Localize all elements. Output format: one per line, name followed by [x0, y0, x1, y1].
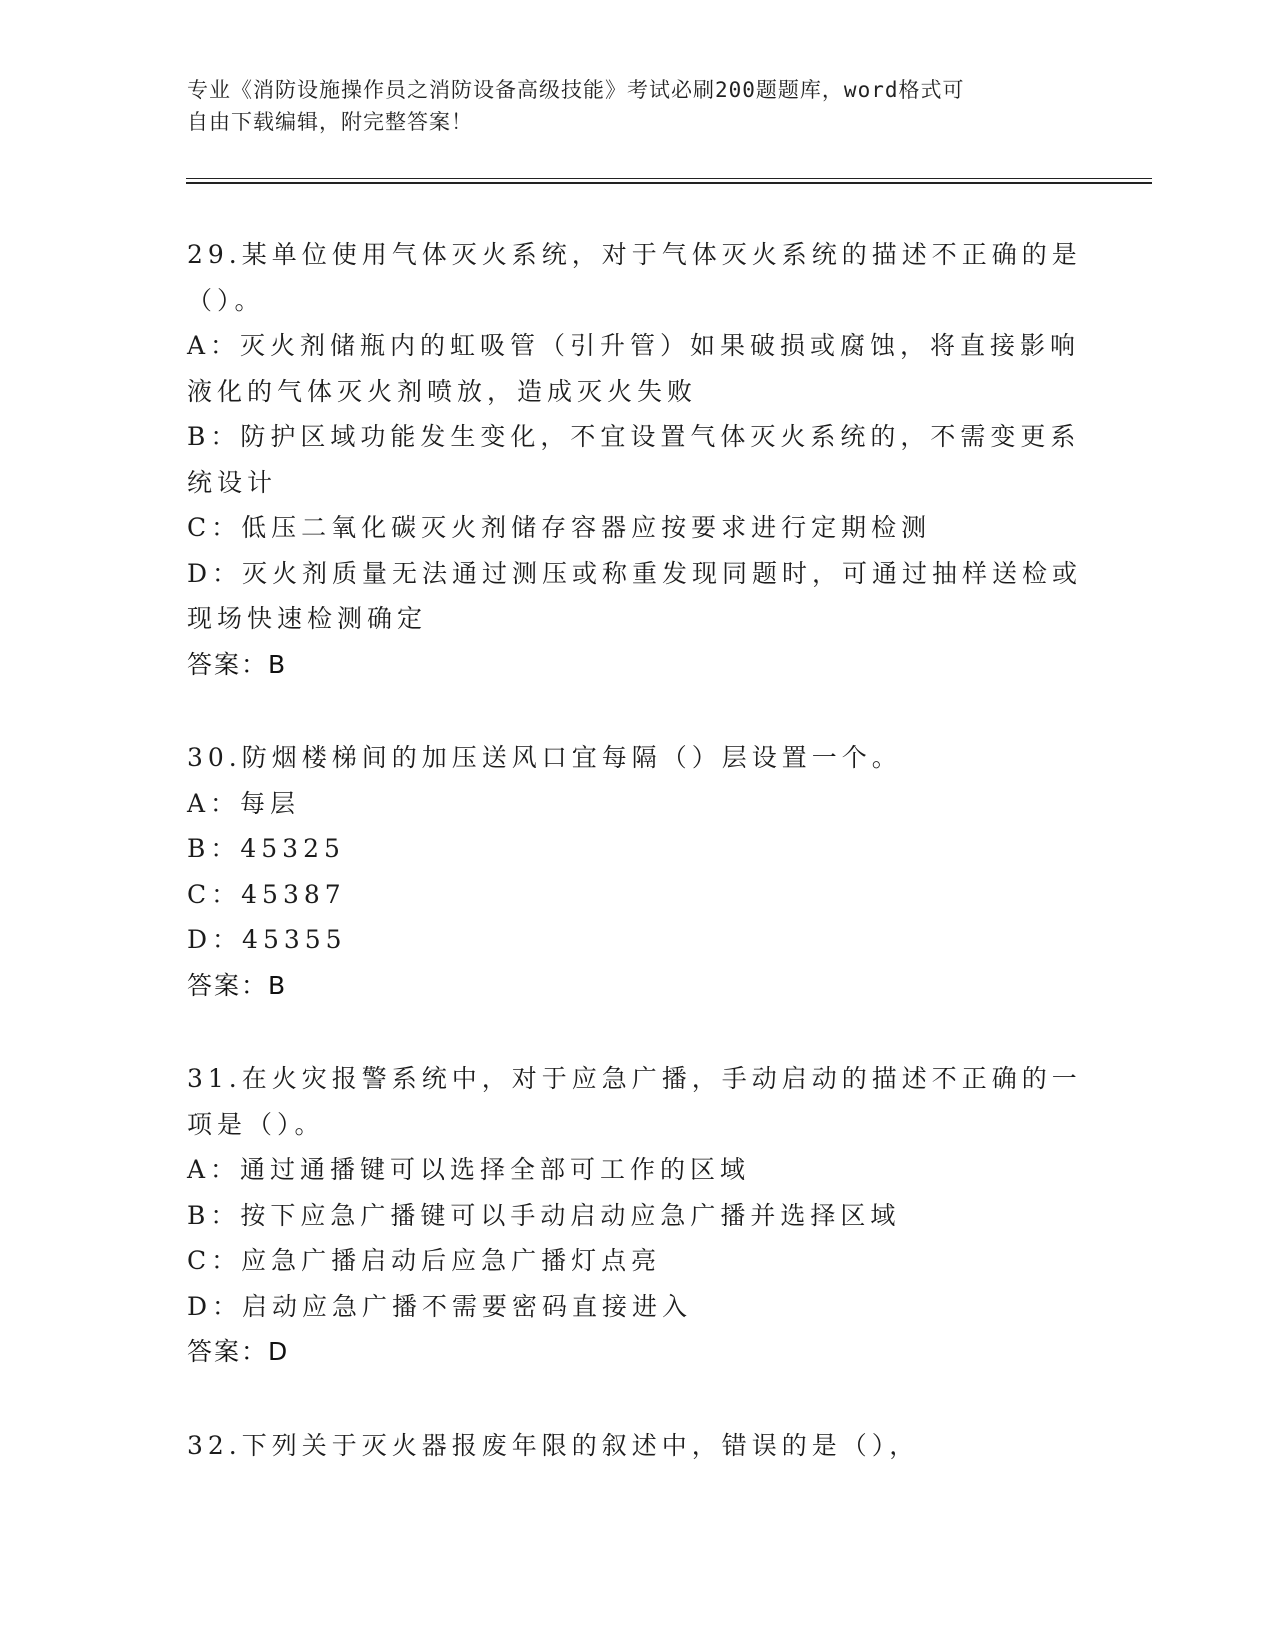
- option-d: D：灭火剂质量无法通过测压或称重发现同题时，可通过抽样送检或现场快速检测确定: [187, 558, 1083, 633]
- option-d: D：45355: [187, 925, 347, 954]
- question-32: [187, 1423, 1087, 1469]
- option-a: A：灭火剂储瓶内的虹吸管（引升管）如果破损或腐蚀，将直接影响液化的气体灭火剂喷放，造成灭火失败: [187, 331, 1081, 406]
- document-header: [187, 74, 1067, 138]
- header-line-2: 自由下载编辑，附完整答案！: [187, 110, 473, 134]
- header-rule-thin: [186, 178, 1152, 179]
- answer-label: 答案：D: [187, 1337, 290, 1366]
- question-stem: 30.防烟楼梯间的加压送风口宜每隔（）层设置一个。: [187, 743, 902, 772]
- answer-label: 答案：B: [187, 649, 288, 679]
- header-rule-thick: [186, 182, 1152, 184]
- option-c: C：低压二氧化碳灭火剂储存容器应按要求进行定期检测: [187, 513, 932, 542]
- option-b: B：按下应急广播键可以手动启动应急广播并选择区域: [187, 1200, 901, 1230]
- question-stem: 32.下列关于灭火器报废年限的叙述中，错误的是（），: [187, 1430, 920, 1460]
- question-list: [187, 232, 1087, 1516]
- answer-label: 答案：B: [187, 970, 288, 1000]
- question-stem: 29.某单位使用气体灭火系统，对于气体灭火系统的描述不正确的是（）。: [187, 240, 1082, 315]
- option-d: D：启动应急广播不需要密码直接进入: [187, 1291, 693, 1321]
- question-30: [187, 735, 1087, 1008]
- option-b: B：45325: [187, 834, 345, 863]
- header-line-1: 专业《消防设施操作员之消防设备高级技能》考试必刷200题题库，word格式可: [187, 78, 965, 102]
- option-b: B：防护区域功能发生变化，不宜设置气体灭火系统的，不需变更系统设计: [187, 422, 1081, 497]
- option-a: A：通过通播键可以选择全部可工作的区域: [187, 1155, 751, 1184]
- option-a: A：每层: [187, 788, 301, 818]
- question-stem: 31.在火灾报警系统中，对于应急广播，手动启动的描述不正确的一项是（）。: [187, 1064, 1082, 1139]
- option-c: C：应急广播启动后应急广播灯点亮: [187, 1246, 662, 1275]
- option-c: C：45387: [187, 879, 346, 909]
- question-29: [187, 232, 1087, 687]
- question-31: [187, 1056, 1087, 1375]
